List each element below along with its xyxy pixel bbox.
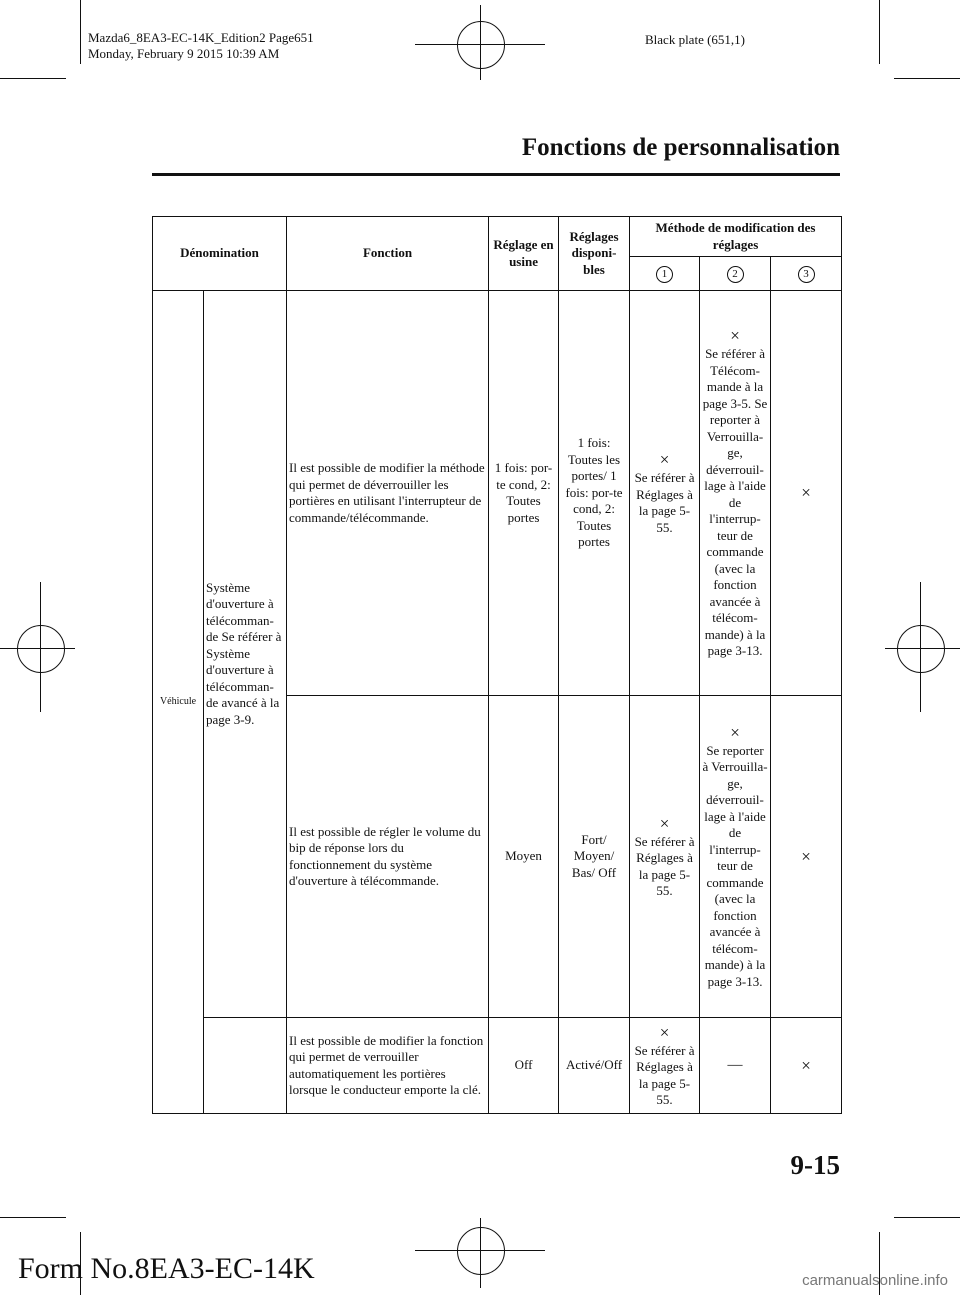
registration-circle <box>457 1227 505 1275</box>
print-header <box>88 30 314 62</box>
item-cell-empty <box>204 1018 287 1114</box>
header-methode: Méthode de modification des réglages <box>630 217 842 257</box>
table-row <box>153 1018 842 1114</box>
method-3-cell <box>771 1018 842 1114</box>
title-rule <box>152 173 840 176</box>
registration-circle <box>897 625 945 673</box>
dash-icon: — <box>727 1057 743 1074</box>
method-3-cell <box>771 696 842 1018</box>
method-2-cell <box>700 291 771 696</box>
method-1-text: Se référer à Réglages à la page 5-55. <box>634 833 695 898</box>
crop-mark <box>0 1217 66 1218</box>
crop-mark <box>879 0 880 64</box>
header-fonction: Fonction <box>287 217 489 291</box>
function-cell: Il est possible de modifier la fonction qui permet de verrouiller automatiquement les portières lorsque le conducteur emporte la clé. <box>287 1018 489 1114</box>
header-row <box>153 217 842 257</box>
method-2-text: Se reporter à Verrouilla-ge, déverrouil-lage à l'aide de l'interrup-teur de commande (avec la fonction avancée à télécom-mande) à la page 3-13. <box>702 742 768 989</box>
function-cell: Il est possible de modifier la méthode qui permet de déverrouiller les portières en utilisant l'interrupteur de commande/télécommande. <box>287 291 489 696</box>
print-date-line: Monday, February 9 2015 10:39 AM <box>88 46 280 61</box>
watermark: carmanualsonline.info <box>802 1272 948 1289</box>
crop-mark <box>894 78 960 79</box>
method-1-circle: 1 <box>656 266 673 283</box>
header-method-3 <box>771 257 842 291</box>
cross-icon: × <box>801 1055 811 1075</box>
header-method-1 <box>630 257 700 291</box>
cross-icon: × <box>659 1022 670 1042</box>
header-method-2 <box>700 257 771 291</box>
factory-cell: Off <box>489 1018 559 1114</box>
cross-icon: × <box>659 813 670 833</box>
form-number: Form No.8EA3-EC-14K <box>18 1252 315 1285</box>
available-cell: 1 fois: Toutes les portes/ 1 fois: por-te cond, 2: Toutes portes <box>559 291 630 696</box>
registration-circle <box>457 21 505 69</box>
table-row <box>153 291 842 696</box>
category-cell: Véhicule <box>153 291 204 1114</box>
cross-icon: × <box>801 483 811 502</box>
function-cell: Il est possible de régler le volume du bip de réponse lors du fonctionnement du système d'ouverture à télécommande. <box>287 696 489 1018</box>
factory-cell: Moyen <box>489 696 559 1018</box>
method-1-cell <box>630 1018 700 1114</box>
method-2-cell <box>700 696 771 1018</box>
method-3-circle: 3 <box>798 266 815 283</box>
customization-table <box>152 216 842 1114</box>
header-reglage-usine: Réglage en usine <box>489 217 559 291</box>
header-denomination: Dénomination <box>153 217 287 291</box>
crop-mark <box>0 78 66 79</box>
method-1-text: Se référer à Réglages à la page 5-55. <box>634 1042 695 1107</box>
available-cell: Fort/ Moyen/ Bas/ Off <box>559 696 630 1018</box>
crop-mark <box>80 0 81 64</box>
plate-label: Black plate (651,1) <box>645 32 745 47</box>
page-number: 9-15 <box>790 1150 840 1180</box>
cross-icon: × <box>730 326 740 346</box>
method-2-text: Se référer à Télécom-mande à la page 3-5. Se reporter à Verrouilla-ge, déverrouil-lage à l'aide de l'interrup-teur de commande (avec la fonction avancée à télécom-mande) à la page 3-13. <box>702 346 768 659</box>
item-cell: Système d'ouverture à télécomman-de Se référer à Système d'ouverture à télécomman-de avancé à la page 3-9. <box>204 291 287 1018</box>
method-1-text: Se référer à Réglages à la page 5-55. <box>634 470 695 535</box>
method-1-cell <box>630 291 700 696</box>
page-title: Fonctions de personnalisation <box>521 134 840 161</box>
cross-icon: × <box>730 722 740 742</box>
factory-cell: 1 fois: por-te cond, 2: Toutes portes <box>489 291 559 696</box>
crop-mark <box>894 1217 960 1218</box>
available-cell: Activé/Off <box>559 1018 630 1114</box>
method-1-cell <box>630 696 700 1018</box>
cross-icon: × <box>801 846 811 866</box>
registration-circle <box>17 625 65 673</box>
method-2-cell <box>700 1018 771 1114</box>
cross-icon: × <box>659 450 670 469</box>
print-file-line: Mazda6_8EA3-EC-14K_Edition2 Page651 <box>88 30 314 45</box>
method-3-cell <box>771 291 842 696</box>
header-reglages-disponibles: Réglages disponi-bles <box>559 217 630 291</box>
method-2-circle: 2 <box>727 266 744 283</box>
